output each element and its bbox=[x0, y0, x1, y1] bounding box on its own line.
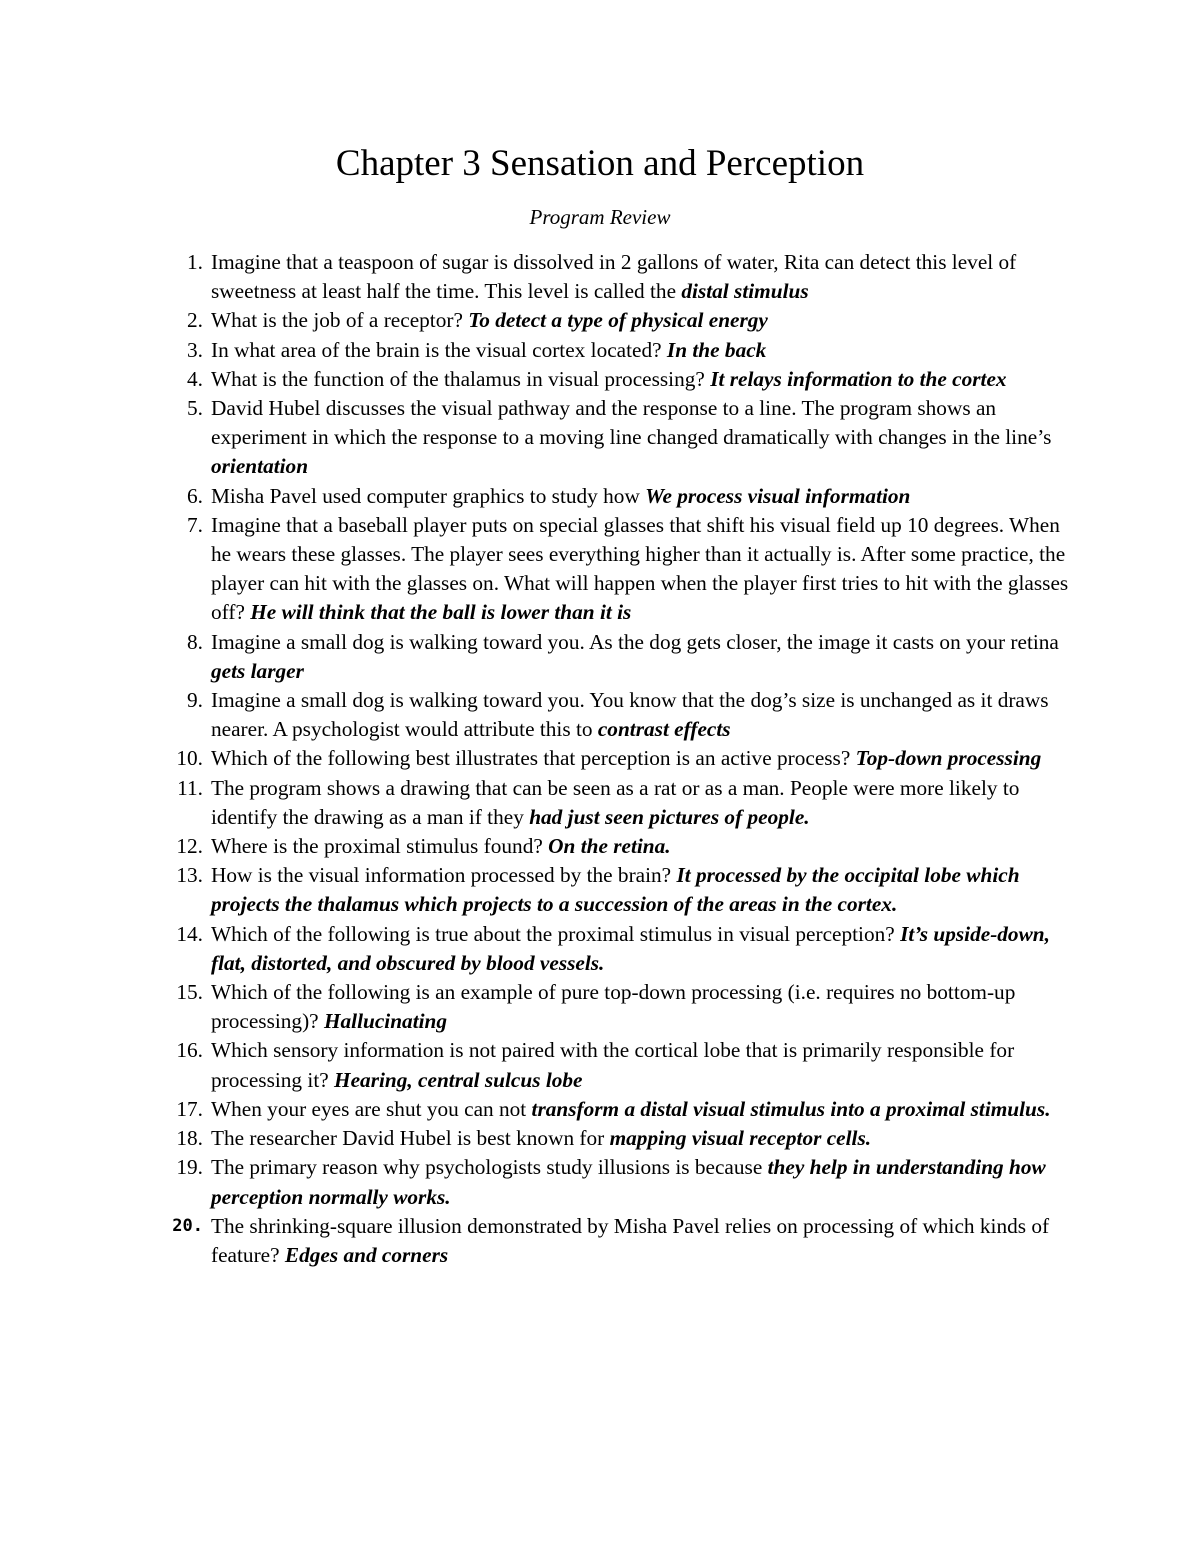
answer-text: He will think that the ball is lower than it is bbox=[250, 600, 632, 625]
question-number: 9. bbox=[187, 688, 203, 713]
question-number: 1. bbox=[187, 250, 203, 274]
question-number: 20. bbox=[172, 1215, 203, 1236]
question-item bbox=[187, 511, 1073, 628]
answer-text: It processed by the occipital lobe which projects the thalamus which projects to a succession of the areas in the cortex. bbox=[211, 863, 1020, 917]
question-item bbox=[187, 394, 1073, 482]
answer-text: mapping visual receptor cells. bbox=[609, 1126, 872, 1151]
answer-text: Top-down processing bbox=[855, 746, 1042, 771]
question-number: 3. bbox=[187, 337, 203, 362]
answer-text: Edges and corners bbox=[284, 1242, 449, 1267]
question-number: 5. bbox=[187, 396, 203, 421]
question-number: 18. bbox=[176, 1126, 203, 1151]
question-item bbox=[176, 920, 1073, 978]
answer-text: It’s upside-down, flat, distorted, and obscured by blood vessels. bbox=[211, 921, 1050, 975]
question-number: 19. bbox=[176, 1155, 203, 1180]
question-number: 14. bbox=[176, 921, 203, 946]
question-item bbox=[187, 686, 1073, 744]
question-text: The researcher David Hubel is best known for bbox=[211, 1126, 610, 1151]
question-text: In what area of the brain is the visual cortex located? bbox=[211, 337, 667, 362]
question-text: David Hubel discusses the visual pathway and the response to a line. The program shows an experiment in which the response to a moving line changed dramatically with changes in the line’s bbox=[211, 396, 1052, 450]
question-item bbox=[187, 628, 1073, 686]
question-text: Imagine a small dog is walking toward you. As the dog gets closer, the image it casts on your retina bbox=[211, 629, 1059, 654]
question-text: Imagine that a teaspoon of sugar is dissolved in 2 gallons of water, Rita can detect this level of sweetness at least half the time. This level is called the bbox=[211, 250, 1017, 304]
answer-text: To detect a type of physical energy bbox=[468, 308, 768, 333]
question-text: Which sensory information is not paired with the cortical lobe that is primarily responsible for processing it? bbox=[211, 1038, 1015, 1092]
answer-text: In the back bbox=[666, 337, 767, 362]
answer-text: On the retina. bbox=[548, 834, 671, 859]
question-text: The primary reason why psychologists study illusions is because bbox=[211, 1155, 768, 1180]
question-item bbox=[187, 365, 1073, 394]
question-number: 13. bbox=[176, 863, 203, 888]
question-item bbox=[176, 1124, 1073, 1153]
answer-text: contrast effects bbox=[597, 717, 731, 742]
question-item bbox=[176, 1095, 1073, 1124]
question-item bbox=[187, 306, 1073, 335]
question-item bbox=[176, 1036, 1073, 1094]
question-text: Imagine that a baseball player puts on special glasses that shift his visual field up 10 degrees. When he wears these glasses. The player sees everything higher than it actually is. After some practice, the player can hit with the glasses on. What will happen when the player first tries to hit with the glasses off? bbox=[211, 512, 1069, 625]
question-number: 6. bbox=[187, 483, 203, 508]
question-number: 8. bbox=[187, 629, 203, 654]
question-text: What is the function of the thalamus in visual processing? bbox=[211, 366, 711, 391]
page-title: Chapter 3 Sensation and Perception bbox=[335, 143, 865, 184]
answer-text: gets larger bbox=[211, 658, 304, 683]
question-item bbox=[187, 482, 1073, 511]
question-text: Which of the following best illustrates that perception is an active process? bbox=[211, 746, 856, 771]
question-text: The program shows a drawing that can be seen as a rat or as a man. People were more likely to identify the drawing as a man if they bbox=[211, 775, 1020, 829]
question-number: 11. bbox=[177, 775, 203, 800]
question-text: Misha Pavel used computer graphics to study how bbox=[211, 483, 646, 508]
answer-text: distal stimulus bbox=[681, 279, 809, 304]
answer-text: had just seen pictures of people. bbox=[529, 804, 810, 829]
question-number: 4. bbox=[187, 366, 203, 391]
question-number: 16. bbox=[176, 1038, 203, 1063]
question-list bbox=[172, 248, 1073, 1270]
question-item bbox=[187, 248, 1073, 306]
answer-text: It relays information to the cortex bbox=[710, 366, 1007, 391]
question-number: 10. bbox=[176, 746, 203, 771]
question-number: 12. bbox=[176, 834, 203, 859]
question-item bbox=[187, 336, 1073, 365]
question-text: Imagine a small dog is walking toward you. You know that the dog’s size is unchanged as it draws nearer. A psychologist would attribute this to bbox=[211, 688, 1049, 742]
question-text: Where is the proximal stimulus found? bbox=[211, 834, 549, 859]
question-text: Which of the following is true about the proximal stimulus in visual perception? bbox=[211, 921, 901, 946]
question-number: 15. bbox=[176, 980, 203, 1005]
answer-text: We process visual information bbox=[645, 483, 911, 508]
question-item bbox=[176, 832, 1073, 861]
question-text: What is the job of a receptor? bbox=[211, 308, 469, 333]
answer-text: transform a distal visual stimulus into a proximal stimulus. bbox=[531, 1096, 1051, 1121]
question-text: The shrinking-square illusion demonstrated by Misha Pavel relies on processing of which kinds of feature? bbox=[211, 1213, 1050, 1267]
question-item bbox=[172, 1212, 1073, 1270]
question-text: Which of the following is an example of pure top-down processing (i.e. requires no bottom-up processing)? bbox=[211, 980, 1016, 1034]
question-text: How is the visual information processed by the brain? bbox=[211, 863, 677, 888]
answer-text: Hearing, central sulcus lobe bbox=[334, 1067, 583, 1092]
question-item bbox=[176, 744, 1073, 773]
question-number: 17. bbox=[176, 1096, 203, 1121]
question-number: 2. bbox=[187, 308, 203, 333]
question-text: When your eyes are shut you can not bbox=[211, 1096, 532, 1121]
question-item bbox=[177, 774, 1073, 832]
question-item bbox=[176, 978, 1073, 1036]
answer-text: Hallucinating bbox=[323, 1009, 448, 1034]
page-subtitle: Program Review bbox=[529, 205, 671, 229]
answer-text: they help in understanding how perception normally works. bbox=[211, 1155, 1046, 1209]
question-item bbox=[176, 861, 1073, 919]
answer-text: orientation bbox=[211, 454, 309, 479]
question-item bbox=[176, 1153, 1073, 1211]
question-number: 7. bbox=[187, 512, 203, 537]
